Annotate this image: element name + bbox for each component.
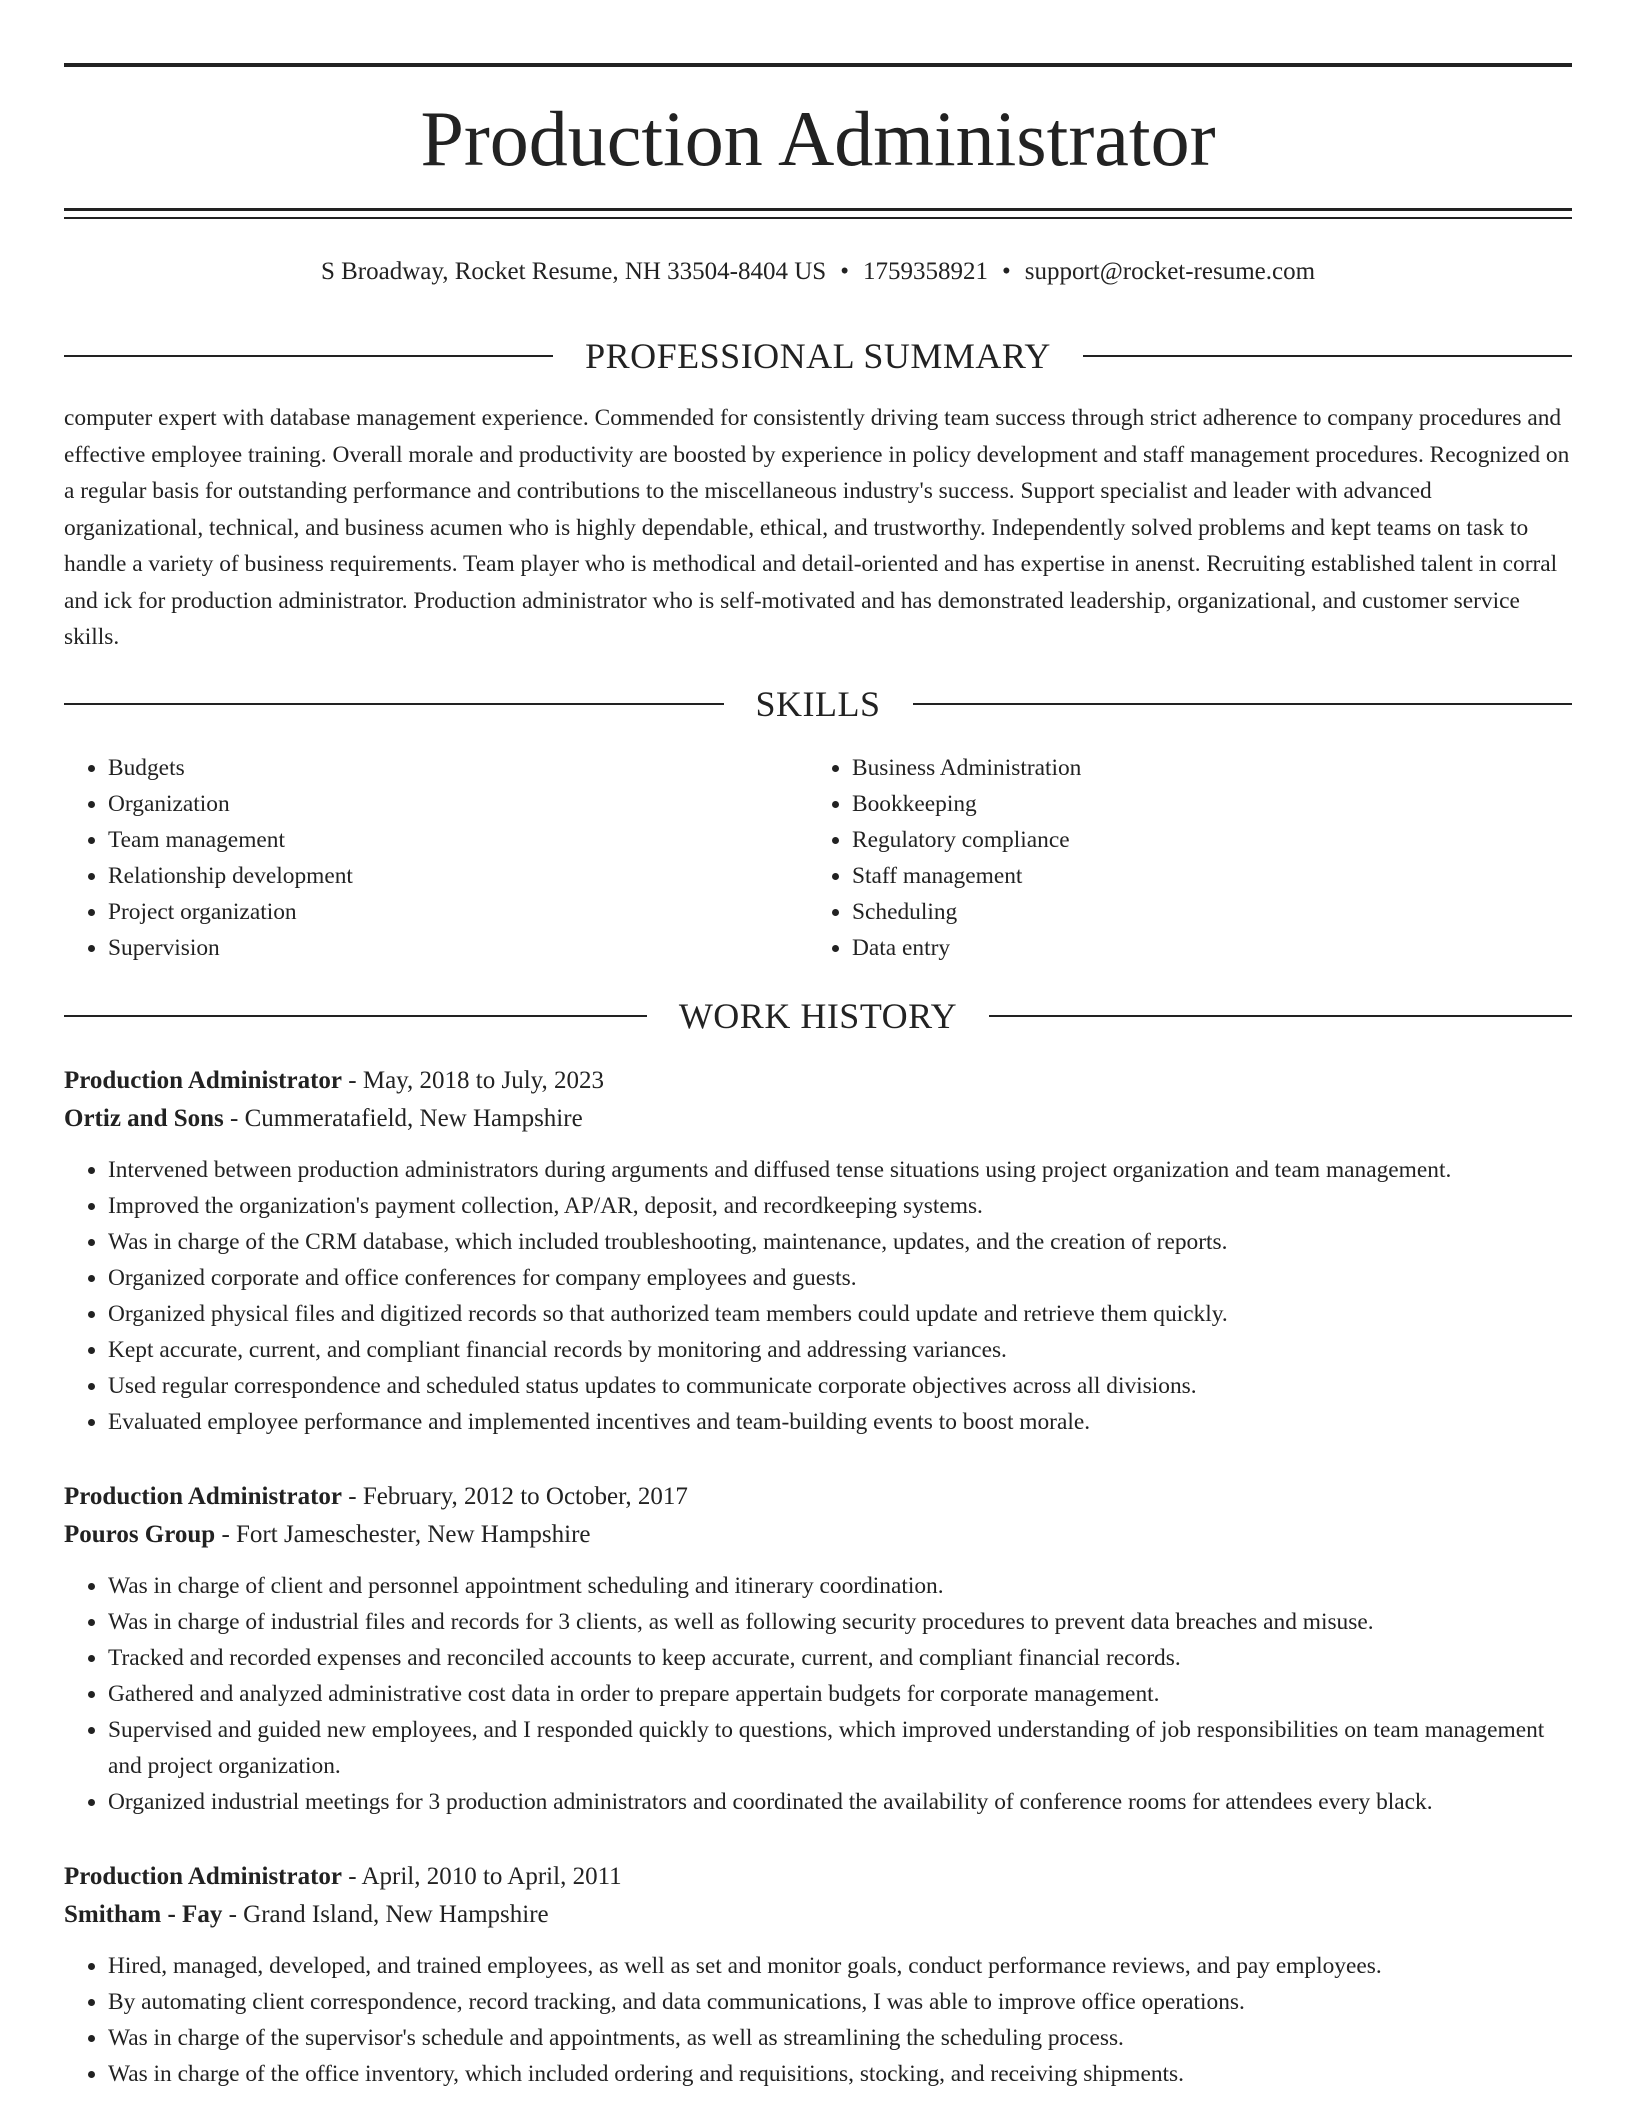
job-bullets <box>64 1152 1572 1440</box>
section-rule-right <box>1083 355 1572 357</box>
job-bullet: • Used regular correspondence and scheduled status updates to communicate corporate objectives across all divisions. <box>108 1368 1572 1404</box>
skill-item: • Project organization <box>108 894 808 930</box>
job-bullet: • Was in charge of the CRM database, which included troubleshooting, maintenance, updates, and the creation of reports. <box>108 1224 1572 1260</box>
job-title-line <box>64 1858 1572 1896</box>
skill-item: • Staff management <box>852 858 1552 894</box>
section-rule-right <box>913 703 1573 705</box>
contact-email: support@rocket-resume.com <box>1024 258 1316 285</box>
job-bullets <box>64 1568 1572 1820</box>
header-double-rule-lower <box>64 217 1572 219</box>
job-company-line <box>64 1896 1572 1934</box>
job-location: - Grand Island, New Hampshire <box>222 1901 549 1928</box>
contact-separator: • <box>840 258 849 285</box>
job-bullet: • Organized corporate and office conferences for company employees and guests. <box>108 1260 1572 1296</box>
skill-item: • Data entry <box>852 930 1552 966</box>
section-rule-right <box>989 1015 1572 1017</box>
job-bullets <box>64 1948 1572 2092</box>
job-bullet: • Evaluated employee performance and implemented incentives and team-building events to boost morale. <box>108 1404 1572 1440</box>
skills-column-right <box>808 750 1552 966</box>
header-double-rule-upper <box>64 208 1572 211</box>
job-bullet: • Tracked and recorded expenses and reconciled accounts to keep accurate, current, and compliant financial records. <box>108 1640 1572 1676</box>
contact-line <box>64 256 1572 288</box>
job-entry <box>64 1858 1572 2092</box>
contact-separator: • <box>1001 258 1011 285</box>
job-bullet: • Hired, managed, developed, and trained employees, as well as set and monitor goals, conduct performance reviews, and pay employees. <box>108 1948 1572 1984</box>
contact-address: S Broadway, Rocket Resume, NH 33504-8404 US <box>320 258 827 285</box>
job-dates: - May, 2018 to July, 2023 <box>342 1067 605 1094</box>
section-heading-skills <box>64 684 1572 724</box>
professional-summary-text: computer expert with database management experience. Commended for consistently driving team success through strict adherence to company procedures and effective employee training. Overall morale and productivity are boosted by experience in policy development and staff management procedures. Recognized on a regular basis for outstanding performance and contributions to the miscellaneous industry's success. Support specialist and leader with advanced organizational, technical, and business acumen who is highly dependable, ethical, and trustworthy. Independently solved problems and kept teams on task to handle a variety of business requirements. Team player who is methodical and detail-oriented and has expertise in anenst. Recruiting established talent in corral and ick for production administrator. Production administrator who is self-motivated and has demonstrated leadership, organizational, and customer service skills. <box>64 405 1570 650</box>
skill-item: • Regulatory compliance <box>852 822 1552 858</box>
section-rule-left <box>64 703 724 705</box>
section-title-summary: PROFESSIONAL SUMMARY <box>585 336 1051 376</box>
skill-item: • Scheduling <box>852 894 1552 930</box>
job-entry <box>64 1478 1572 1820</box>
job-bullet: • Was in charge of the supervisor's schedule and appointments, as well as streamlining the scheduling process. <box>108 2020 1572 2056</box>
job-dates: - April, 2010 to April, 2011 <box>342 1863 622 1890</box>
job-bullet: • Gathered and analyzed administrative cost data in order to prepare appertain budgets for corporate management. <box>108 1676 1572 1712</box>
job-bullet: • Was in charge of client and personnel appointment scheduling and itinerary coordination. <box>108 1568 1572 1604</box>
skill-item: • Bookkeeping <box>852 786 1552 822</box>
job-entry <box>64 1062 1572 1440</box>
section-rule-left <box>64 1015 647 1017</box>
job-dates: - February, 2012 to October, 2017 <box>342 1483 688 1510</box>
job-title-line <box>64 1478 1572 1516</box>
job-bullet: • Supervised and guided new employees, and I responded quickly to questions, which improved understanding of job responsibilities on team management and project organization. <box>108 1712 1572 1784</box>
header-top-rule <box>64 63 1572 67</box>
contact-phone: 1759358921 <box>862 258 988 285</box>
skill-item: • Relationship development <box>108 858 808 894</box>
job-bullet: • By automating client correspondence, record tracking, and data communications, I was able to improve office operations. <box>108 1984 1572 2020</box>
job-company: Ortiz and Sons <box>64 1105 224 1132</box>
job-bullet: • Kept accurate, current, and compliant financial records by monitoring and addressing variances. <box>108 1332 1572 1368</box>
job-bullet: • Was in charge of the office inventory, which included ordering and requisitions, stocking, and receiving shipments. <box>108 2056 1572 2092</box>
job-title: Production Administrator <box>64 1067 343 1094</box>
job-bullet: • Intervened between production administrators during arguments and diffused tense situations using project organization and team management. <box>108 1152 1572 1188</box>
job-bullet: • Organized industrial meetings for 3 production administrators and coordinated the availability of conference rooms for attendees every black. <box>108 1784 1572 1820</box>
job-location: - Fort Jameschester, New Hampshire <box>215 1521 591 1548</box>
skill-item: • Team management <box>108 822 808 858</box>
skill-item: • Organization <box>108 786 808 822</box>
job-company: Smitham - Fay <box>64 1901 223 1928</box>
job-title-line <box>64 1062 1572 1100</box>
section-rule-left <box>64 355 553 357</box>
skill-item: • Business Administration <box>852 750 1552 786</box>
job-company: Pouros Group <box>64 1521 216 1548</box>
section-title-work: WORK HISTORY <box>678 996 958 1036</box>
job-company-line <box>64 1100 1572 1138</box>
section-title-skills: SKILLS <box>755 684 881 724</box>
skill-item: • Supervision <box>108 930 808 966</box>
job-bullet: • Was in charge of industrial files and records for 3 clients, as well as following security procedures to prevent data breaches and misuse. <box>108 1604 1572 1640</box>
job-location: - Cummeratafield, New Hampshire <box>223 1105 583 1132</box>
job-title: Production Administrator <box>64 1483 343 1510</box>
skills-list <box>64 750 1572 966</box>
skill-item: • Budgets <box>108 750 808 786</box>
resume-title: Production Administrator <box>420 95 1216 182</box>
job-title: Production Administrator <box>64 1863 343 1890</box>
job-company-line <box>64 1516 1572 1554</box>
section-heading-work <box>64 996 1572 1036</box>
skills-column-left <box>64 750 808 966</box>
job-bullet: • Improved the organization's payment collection, AP/AR, deposit, and recordkeeping systems. <box>108 1188 1572 1224</box>
job-bullet: • Organized physical files and digitized records so that authorized team members could update and retrieve them quickly. <box>108 1296 1572 1332</box>
section-heading-summary <box>64 336 1572 376</box>
